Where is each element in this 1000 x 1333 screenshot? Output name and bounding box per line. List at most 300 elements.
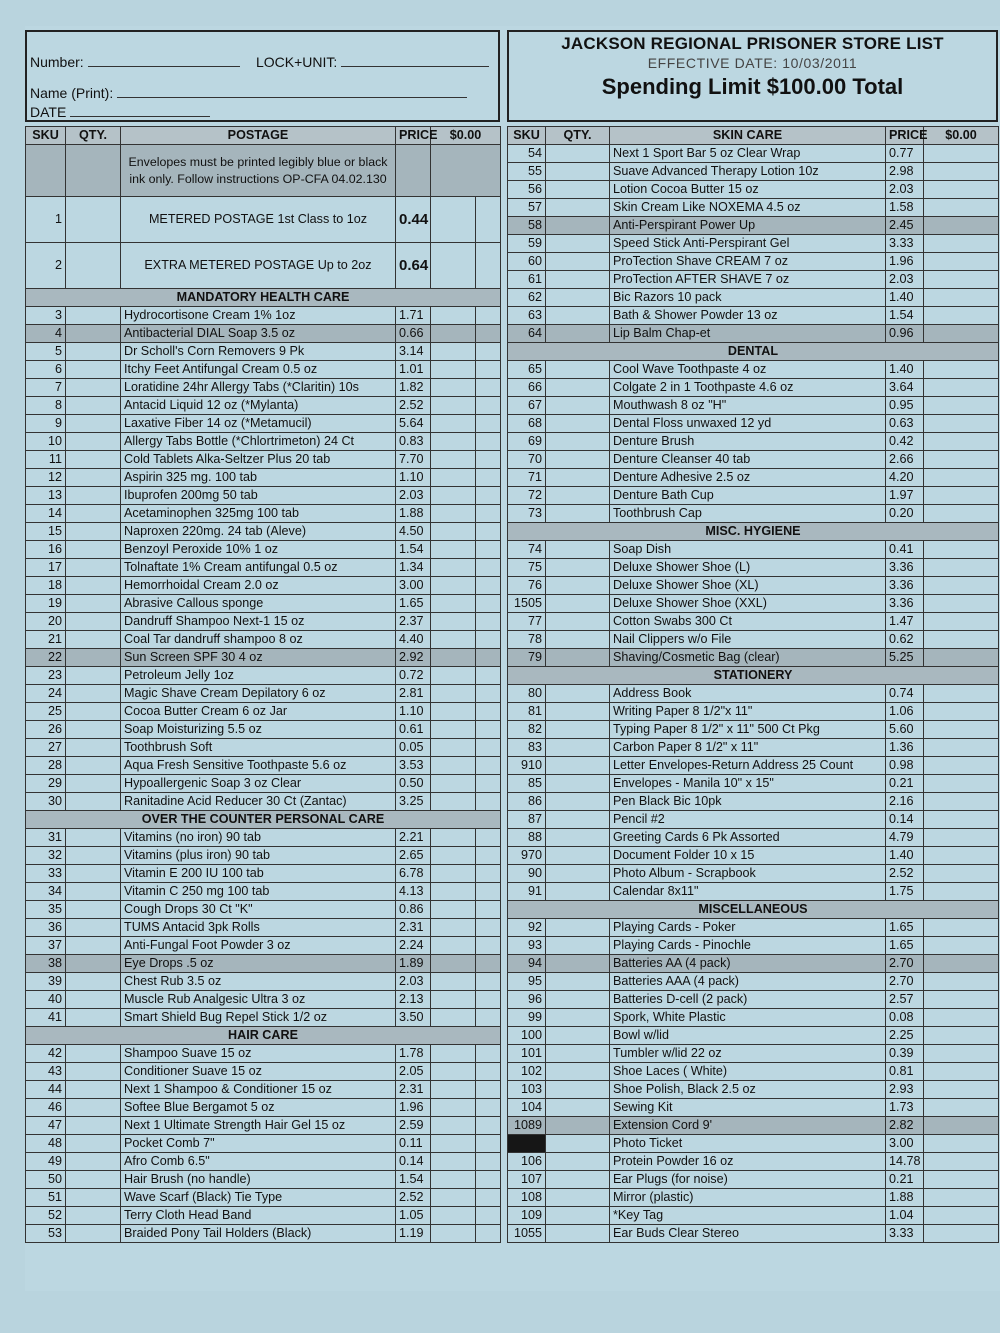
line-total[interactable]	[924, 919, 999, 937]
item-name: Cotton Swabs 300 Ct	[610, 613, 886, 631]
line-total[interactable]	[924, 775, 999, 793]
line-total-extra	[476, 1081, 501, 1099]
line-total[interactable]	[924, 1135, 999, 1153]
date-field[interactable]	[30, 104, 210, 120]
line-total[interactable]	[431, 523, 476, 541]
qty-input[interactable]	[546, 217, 610, 235]
line-total[interactable]	[924, 613, 999, 631]
line-total[interactable]	[924, 1117, 999, 1135]
line-total[interactable]	[924, 595, 999, 613]
qty-input[interactable]	[546, 595, 610, 613]
item-price: 1.96	[396, 1099, 431, 1117]
item-row	[26, 1117, 501, 1135]
line-total[interactable]	[431, 325, 476, 343]
item-name: Denture Adhesive 2.5 oz	[610, 469, 886, 487]
qty-input[interactable]	[66, 739, 121, 757]
line-total[interactable]	[924, 721, 999, 739]
item-name: Suave Advanced Therapy Lotion 10z	[610, 163, 886, 181]
qty-input[interactable]	[66, 793, 121, 811]
item-sku: 85	[508, 775, 546, 793]
line-total[interactable]	[431, 1045, 476, 1063]
line-total[interactable]	[431, 595, 476, 613]
qty-input[interactable]	[66, 577, 121, 595]
line-total[interactable]	[431, 757, 476, 775]
line-total[interactable]	[924, 361, 999, 379]
qty-input[interactable]	[66, 1081, 121, 1099]
line-total[interactable]	[924, 1027, 999, 1045]
line-total[interactable]	[431, 1207, 476, 1225]
item-price: 14.78	[886, 1153, 924, 1171]
line-total[interactable]	[431, 1063, 476, 1081]
qty-input[interactable]	[546, 415, 610, 433]
item-name: Shampoo Suave 15 oz	[121, 1045, 396, 1063]
qty-input[interactable]	[546, 505, 610, 523]
item-row	[508, 1225, 999, 1243]
item-sku: 40	[26, 991, 66, 1009]
item-row	[26, 613, 501, 631]
line-total[interactable]	[431, 775, 476, 793]
line-total[interactable]	[924, 1063, 999, 1081]
qty-input[interactable]	[546, 883, 610, 901]
line-total[interactable]	[924, 1153, 999, 1171]
line-total[interactable]	[924, 397, 999, 415]
qty-input[interactable]	[66, 883, 121, 901]
line-total[interactable]	[924, 1171, 999, 1189]
line-total[interactable]	[431, 451, 476, 469]
qty-input[interactable]	[546, 721, 610, 739]
qty-input[interactable]	[546, 613, 610, 631]
line-total[interactable]	[431, 937, 476, 955]
qty-input[interactable]	[66, 865, 121, 883]
item-row	[26, 1045, 501, 1063]
line-total[interactable]	[924, 1099, 999, 1117]
qty-input[interactable]	[66, 1009, 121, 1027]
qty-input[interactable]	[66, 829, 121, 847]
line-total[interactable]	[924, 1045, 999, 1063]
item-row	[508, 199, 999, 217]
qty-input[interactable]	[546, 271, 610, 289]
line-total[interactable]	[431, 505, 476, 523]
qty-input[interactable]	[546, 631, 610, 649]
qty-input[interactable]	[66, 397, 121, 415]
qty-input[interactable]	[546, 1009, 610, 1027]
item-name: Ear Plugs (for noise)	[610, 1171, 886, 1189]
line-total[interactable]	[431, 307, 476, 325]
qty-input[interactable]	[66, 433, 121, 451]
item-sku: 24	[26, 685, 66, 703]
qty-input[interactable]	[546, 1135, 610, 1153]
line-total[interactable]	[924, 631, 999, 649]
item-price: 3.00	[396, 577, 431, 595]
qty-input[interactable]	[66, 937, 121, 955]
item-name: Shaving/Cosmetic Bag (clear)	[610, 649, 886, 667]
qty-input[interactable]	[546, 1081, 610, 1099]
qty-input[interactable]	[66, 919, 121, 937]
line-total[interactable]	[924, 811, 999, 829]
line-total[interactable]	[924, 829, 999, 847]
qty-input[interactable]	[546, 1153, 610, 1171]
qty-input[interactable]	[66, 197, 121, 243]
qty-input[interactable]	[546, 1117, 610, 1135]
qty-input[interactable]	[546, 1063, 610, 1081]
qty-input[interactable]	[66, 451, 121, 469]
qty-input[interactable]	[546, 865, 610, 883]
line-total[interactable]	[924, 937, 999, 955]
item-row	[26, 505, 501, 523]
line-total[interactable]	[431, 847, 476, 865]
line-total[interactable]	[924, 469, 999, 487]
item-sku: 80	[508, 685, 546, 703]
item-price: 2.70	[886, 955, 924, 973]
line-total[interactable]	[431, 901, 476, 919]
item-price: 3.53	[396, 757, 431, 775]
qty-input[interactable]	[546, 163, 610, 181]
qty-input[interactable]	[66, 649, 121, 667]
section-title: MANDATORY HEALTH CARE	[26, 289, 501, 307]
qty-input[interactable]	[66, 973, 121, 991]
line-total[interactable]	[431, 919, 476, 937]
line-total[interactable]	[924, 757, 999, 775]
item-price: 1.89	[396, 955, 431, 973]
line-total[interactable]	[924, 577, 999, 595]
qty-input[interactable]	[66, 1135, 121, 1153]
item-row	[26, 1135, 501, 1153]
item-row	[508, 379, 999, 397]
qty-input[interactable]	[66, 955, 121, 973]
line-total[interactable]	[924, 199, 999, 217]
item-sku: 3	[26, 307, 66, 325]
section-header	[26, 289, 501, 307]
item-row	[508, 685, 999, 703]
qty-input[interactable]	[66, 325, 121, 343]
qty-input[interactable]	[66, 721, 121, 739]
qty-input[interactable]	[546, 181, 610, 199]
qty-input[interactable]	[546, 1027, 610, 1045]
line-total[interactable]	[924, 649, 999, 667]
line-total[interactable]	[924, 181, 999, 199]
qty-input[interactable]	[66, 487, 121, 505]
line-total[interactable]	[924, 163, 999, 181]
line-total[interactable]	[431, 577, 476, 595]
qty-input[interactable]	[66, 1153, 121, 1171]
item-sku: 61	[508, 271, 546, 289]
item-name: Sun Screen SPF 30 4 oz	[121, 649, 396, 667]
item-sku: 50	[26, 1171, 66, 1189]
line-total[interactable]	[924, 991, 999, 1009]
qty-input[interactable]	[546, 433, 610, 451]
line-total[interactable]	[431, 433, 476, 451]
line-total[interactable]	[431, 1009, 476, 1027]
line-total[interactable]	[431, 197, 476, 243]
qty-input[interactable]	[546, 793, 610, 811]
line-total[interactable]	[924, 955, 999, 973]
line-total[interactable]	[924, 793, 999, 811]
line-total[interactable]	[431, 541, 476, 559]
item-price: 4.50	[396, 523, 431, 541]
item-name: Vitamin E 200 IU 100 tab	[121, 865, 396, 883]
qty-input[interactable]	[546, 1225, 610, 1243]
line-total[interactable]	[924, 505, 999, 523]
line-total[interactable]	[924, 559, 999, 577]
qty-input[interactable]	[546, 757, 610, 775]
qty-input[interactable]	[66, 1045, 121, 1063]
item-price: 0.44	[396, 197, 431, 243]
line-total[interactable]	[924, 847, 999, 865]
line-total[interactable]	[924, 1207, 999, 1225]
qty-input[interactable]	[546, 703, 610, 721]
qty-input[interactable]	[66, 379, 121, 397]
line-total[interactable]	[431, 793, 476, 811]
line-total[interactable]	[924, 145, 999, 163]
qty-input[interactable]	[66, 1099, 121, 1117]
item-name: Shoe Laces ( White)	[610, 1063, 886, 1081]
qty-input[interactable]	[546, 559, 610, 577]
item-name: Skin Cream Like NOXEMA 4.5 oz	[610, 199, 886, 217]
item-name: Vitamins (no iron) 90 tab	[121, 829, 396, 847]
qty-input[interactable]	[66, 1225, 121, 1243]
qty-input[interactable]	[66, 415, 121, 433]
qty-input[interactable]	[66, 1063, 121, 1081]
line-total[interactable]	[431, 487, 476, 505]
line-total[interactable]	[431, 739, 476, 757]
item-name: Chest Rub 3.5 oz	[121, 973, 396, 991]
qty-input[interactable]	[66, 243, 121, 289]
item-price: 2.52	[886, 865, 924, 883]
line-total[interactable]	[924, 685, 999, 703]
line-total[interactable]	[431, 865, 476, 883]
line-total[interactable]	[924, 271, 999, 289]
line-total[interactable]	[431, 1153, 476, 1171]
item-row	[26, 685, 501, 703]
number-label: Number:	[30, 54, 84, 70]
item-name: Afro Comb 6.5"	[121, 1153, 396, 1171]
qty-input[interactable]	[546, 991, 610, 1009]
item-name: ProTection AFTER SHAVE 7 oz	[610, 271, 886, 289]
line-total[interactable]	[924, 253, 999, 271]
qty-input[interactable]	[546, 451, 610, 469]
line-total[interactable]	[431, 685, 476, 703]
item-price: 3.14	[396, 343, 431, 361]
qty-input[interactable]	[66, 1117, 121, 1135]
line-total[interactable]	[431, 379, 476, 397]
line-total[interactable]	[924, 487, 999, 505]
qty-input[interactable]	[546, 487, 610, 505]
qty-input[interactable]	[66, 613, 121, 631]
item-sku: 7	[26, 379, 66, 397]
qty-input[interactable]	[66, 667, 121, 685]
qty-input[interactable]	[66, 307, 121, 325]
qty-input[interactable]	[546, 1171, 610, 1189]
line-total[interactable]	[924, 883, 999, 901]
qty-input[interactable]	[546, 1099, 610, 1117]
qty-input[interactable]	[546, 937, 610, 955]
item-row	[26, 1189, 501, 1207]
qty-input[interactable]	[66, 1207, 121, 1225]
qty-input[interactable]	[66, 595, 121, 613]
qty-input[interactable]	[546, 289, 610, 307]
line-total-extra	[476, 523, 501, 541]
line-total[interactable]	[431, 243, 476, 289]
qty-input[interactable]	[66, 559, 121, 577]
qty-input[interactable]	[66, 469, 121, 487]
item-row	[508, 829, 999, 847]
line-total[interactable]	[924, 1081, 999, 1099]
item-price: 0.11	[396, 1135, 431, 1153]
line-total[interactable]	[924, 307, 999, 325]
qty-input[interactable]	[66, 343, 121, 361]
qty-input[interactable]	[546, 955, 610, 973]
line-total[interactable]	[431, 955, 476, 973]
line-total-extra	[476, 1045, 501, 1063]
qty-input[interactable]	[546, 973, 610, 991]
line-total[interactable]	[924, 1225, 999, 1243]
line-total[interactable]	[924, 703, 999, 721]
qty-input[interactable]	[66, 1189, 121, 1207]
line-total[interactable]	[924, 739, 999, 757]
item-row	[26, 397, 501, 415]
line-total[interactable]	[924, 235, 999, 253]
qty-input[interactable]	[66, 541, 121, 559]
qty-input[interactable]	[546, 1045, 610, 1063]
qty-input[interactable]	[546, 649, 610, 667]
item-price: 1.10	[396, 469, 431, 487]
line-total[interactable]	[431, 361, 476, 379]
qty-input[interactable]	[66, 631, 121, 649]
line-total[interactable]	[431, 1099, 476, 1117]
qty-input[interactable]	[546, 775, 610, 793]
item-sku: 86	[508, 793, 546, 811]
item-row	[26, 865, 501, 883]
qty-input[interactable]	[546, 577, 610, 595]
line-total-extra	[476, 739, 501, 757]
line-total[interactable]	[431, 829, 476, 847]
line-total[interactable]	[431, 1189, 476, 1207]
qty-input[interactable]	[546, 685, 610, 703]
qty-input[interactable]	[546, 1189, 610, 1207]
qty-input[interactable]	[66, 685, 121, 703]
qty-input[interactable]	[66, 703, 121, 721]
line-total-extra	[476, 883, 501, 901]
line-total[interactable]	[924, 433, 999, 451]
qty-input[interactable]	[546, 253, 610, 271]
item-name: Spork, White Plastic	[610, 1009, 886, 1027]
line-total[interactable]	[924, 451, 999, 469]
line-total[interactable]	[431, 631, 476, 649]
item-row	[508, 253, 999, 271]
item-name: Mouthwash 8 oz "H"	[610, 397, 886, 415]
qty-input[interactable]	[66, 1171, 121, 1189]
qty-input[interactable]	[546, 379, 610, 397]
total-header: $0.00	[924, 127, 999, 145]
line-total[interactable]	[924, 379, 999, 397]
qty-input[interactable]	[546, 325, 610, 343]
line-total[interactable]	[924, 541, 999, 559]
line-total[interactable]	[924, 1189, 999, 1207]
line-total[interactable]	[431, 343, 476, 361]
line-total[interactable]	[431, 973, 476, 991]
qty-input[interactable]	[66, 991, 121, 1009]
qty-input[interactable]	[66, 505, 121, 523]
line-total[interactable]	[924, 865, 999, 883]
item-sku: 82	[508, 721, 546, 739]
line-total[interactable]	[431, 703, 476, 721]
qty-input[interactable]	[546, 469, 610, 487]
line-total[interactable]	[431, 1225, 476, 1243]
store-title-box	[507, 30, 998, 122]
item-sku: 35	[26, 901, 66, 919]
qty-input[interactable]	[546, 811, 610, 829]
line-total[interactable]	[924, 973, 999, 991]
qty-input[interactable]	[546, 847, 610, 865]
number-field[interactable]	[30, 54, 240, 70]
line-total[interactable]	[924, 415, 999, 433]
item-sku: 56	[508, 181, 546, 199]
qty-input[interactable]	[546, 307, 610, 325]
item-sku: 8	[26, 397, 66, 415]
line-total[interactable]	[431, 721, 476, 739]
item-row	[508, 469, 999, 487]
spending-limit: Spending Limit $100.00 Total	[601, 74, 904, 99]
line-total[interactable]	[924, 217, 999, 235]
qty-input[interactable]	[546, 361, 610, 379]
qty-header: QTY.	[546, 127, 610, 145]
qty-input[interactable]	[546, 397, 610, 415]
line-total[interactable]	[431, 1171, 476, 1189]
line-total[interactable]	[431, 1081, 476, 1099]
line-total[interactable]	[431, 883, 476, 901]
item-price: 1.40	[886, 289, 924, 307]
qty-input[interactable]	[66, 757, 121, 775]
item-price: 0.74	[886, 685, 924, 703]
line-total[interactable]	[431, 397, 476, 415]
line-total[interactable]	[431, 559, 476, 577]
qty-input[interactable]	[66, 775, 121, 793]
qty-input[interactable]	[546, 1207, 610, 1225]
qty-input[interactable]	[546, 829, 610, 847]
item-price: 1.19	[396, 1225, 431, 1243]
lock-unit-field[interactable]	[256, 54, 489, 70]
name-field[interactable]	[30, 85, 467, 101]
qty-input[interactable]	[546, 739, 610, 757]
line-total[interactable]	[431, 649, 476, 667]
line-total[interactable]	[431, 469, 476, 487]
line-total[interactable]	[431, 667, 476, 685]
qty-input[interactable]	[66, 523, 121, 541]
line-total[interactable]	[431, 415, 476, 433]
line-total[interactable]	[924, 325, 999, 343]
line-total[interactable]	[431, 991, 476, 1009]
qty-input[interactable]	[546, 199, 610, 217]
qty-input[interactable]	[66, 901, 121, 919]
item-price: 1.73	[886, 1099, 924, 1117]
item-row	[508, 559, 999, 577]
line-total[interactable]	[431, 1135, 476, 1153]
item-name: Allergy Tabs Bottle (*Chlortrimeton) 24 Ct	[121, 433, 396, 451]
item-price: 2.21	[396, 829, 431, 847]
item-price: 5.25	[886, 649, 924, 667]
qty-input[interactable]	[546, 541, 610, 559]
item-price: 1.96	[886, 253, 924, 271]
line-total[interactable]	[924, 289, 999, 307]
qty-input[interactable]	[546, 145, 610, 163]
qty-input[interactable]	[546, 235, 610, 253]
qty-input[interactable]	[66, 847, 121, 865]
line-total[interactable]	[431, 1117, 476, 1135]
qty-input[interactable]	[546, 919, 610, 937]
line-total[interactable]	[924, 1009, 999, 1027]
qty-input[interactable]	[66, 361, 121, 379]
line-total[interactable]	[431, 613, 476, 631]
